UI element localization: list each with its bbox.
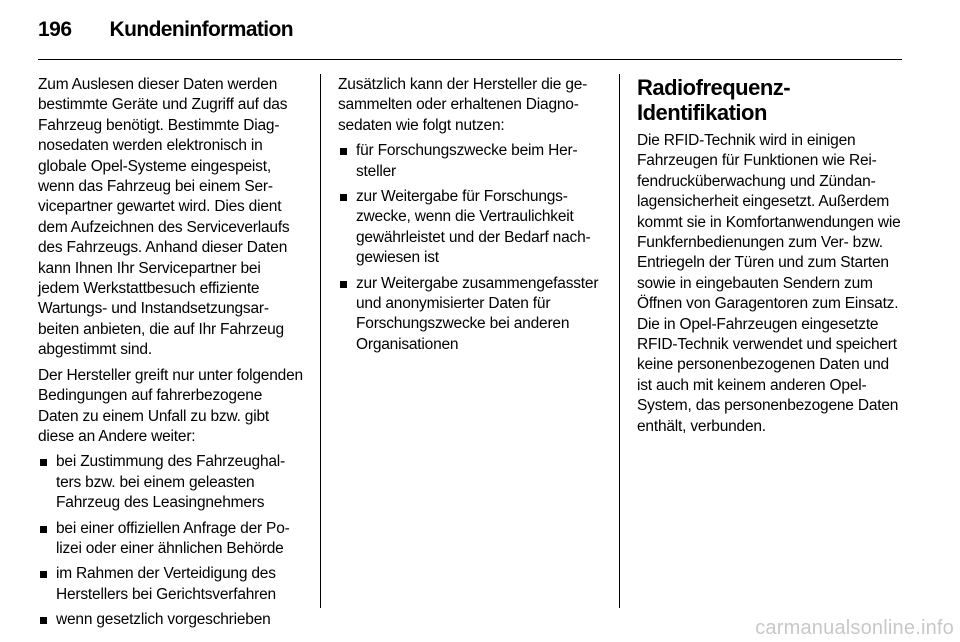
column-divider [320, 74, 321, 608]
watermark-text: carmanualsonline.info [755, 617, 954, 639]
square-bullet-icon [340, 194, 347, 201]
section-heading: Radiofrequenz-Identifikation [637, 75, 791, 125]
paragraph: Der Hersteller greift nur unter folgenden Bedingungen auf fahrerbezogene Daten zu einem Unfall zu bzw. gibt diese an Andere weiter: [38, 366, 303, 445]
list-item [338, 187, 604, 269]
column-divider [619, 74, 620, 608]
column-3 [637, 75, 903, 442]
square-bullet-icon [340, 281, 347, 288]
list-item [38, 564, 304, 605]
square-bullet-icon [40, 459, 47, 466]
bullet-list [338, 141, 604, 355]
list-item-text: im Rahmen der Verteidigung des Herstellers bei Gerichtsverfahren [56, 565, 276, 603]
list-item-text: für Forschungszwecke beim Hersteller [356, 142, 578, 180]
paragraph: Die RFID-Technik wird in einigen Fahrzeugen für Funktionen wie Reifendrucküberwachung und Zündanlagensicherheit eingesetzt. Außerdem kommt sie in Komfortanwendungen wie Funkfernbedienungen zum Ver- bzw. Entriegeln der Türen und zum Starten sowie in eingebauten Sendern zum Öffnen von Garagentoren zum Einsatz. Die in Opel-Fahrzeugen eingesetzte RFID-Technik verwendet und speichert keine personenbezogenen Daten und ist auch mit keinem anderen Opel-System, das personenbezogene Daten enthält, verbunden. [637, 132, 901, 435]
square-bullet-icon [40, 617, 47, 624]
page-header [38, 18, 293, 48]
list-item [38, 452, 304, 513]
page-title: Kundeninformation [109, 18, 293, 41]
column-1 [38, 75, 304, 636]
paragraph: Zum Auslesen dieser Daten werden bestimmte Geräte und Zugriff auf das Fahrzeug benötigt. Bestimmte Diagnosedaten werden elektronisch in globale Opel-Systeme eingespeist, wenn das Fahrzeug bei einem Servicepartner gewartet wird. Dies dient dem Aufzeichnen des Serviceverlaufs des Fahrzeugs. Anhand dieser Daten kann Ihnen Ihr Servicepartner bei jedem Werkstattbesuch effiziente Wartungs- und Instandsetzungsarbeiten anbieten, die auf Ihr Fahrzeug abgestimmt sind. [38, 76, 290, 359]
list-item-text: zur Weitergabe zusammengefasster und anonymisierter Daten für Forschungszwecke bei anderen Organisationen [356, 274, 599, 353]
header-rule [38, 59, 902, 60]
square-bullet-icon [40, 526, 47, 533]
bullet-list [38, 452, 304, 630]
list-item [38, 610, 304, 630]
list-item-text: bei Zustimmung des Fahrzeughalters bzw. bei einem geleasten Fahrzeug des Leasingnehmers [56, 453, 286, 512]
square-bullet-icon [340, 148, 347, 155]
paragraph: Zusätzlich kann der Hersteller die gesammelten oder erhaltenen Diagnosedaten wie folgt nutzen: [338, 76, 588, 134]
list-item-text: zur Weitergabe für Forschungszwecke, wenn die Vertraulichkeit gewährleistet und der Bedarf nachgewiesen ist [356, 188, 591, 267]
page-number: 196 [38, 18, 72, 41]
list-item [38, 519, 304, 560]
square-bullet-icon [40, 571, 47, 578]
column-2 [338, 75, 604, 360]
list-item-text: wenn gesetzlich vorgeschrieben [56, 611, 271, 629]
list-item [338, 141, 604, 182]
list-item [338, 274, 604, 356]
list-item-text: bei einer offiziellen Anfrage der Polizei oder einer ähnlichen Behörde [56, 519, 290, 557]
